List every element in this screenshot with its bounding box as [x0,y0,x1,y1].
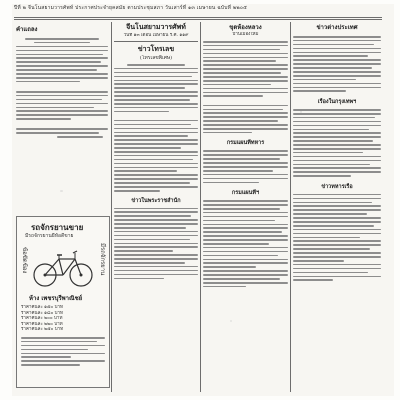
column-2-subheading: (โทรเลขพิเศษ) [139,55,173,61]
header-rule [14,19,382,20]
ad-price-line: ราคาคันละ ๑๕๐ บาท [21,305,63,310]
column-2 [114,22,198,392]
ad-price-line: ราคาคันละ ๒๕๐ บาท [21,327,64,332]
masthead-rule [114,41,198,42]
column-3 [203,22,288,392]
ad-subtitle: มีรถจักรยานยี่ห้อดีขาย [25,233,74,239]
newspaper-header-line: ปีที่ ๒ จีนโนสยามวารศัพท์ ประกาศประจำยุคสมัย ตามประชุมสภา วันเสาร์ที่ ๑๓ เมษายน ฉบับที่ ๒๒๐๕ [14,5,248,11]
column-2-heading: ข่าวโทรเลข [137,44,175,53]
ad-shop-name: ห้าง เพชรบุรีพาณิชย์ [29,295,83,302]
column-rule [200,22,201,392]
column-4-text-mid [293,109,381,177]
bicycle-advertisement [16,216,110,388]
column-rule [290,22,291,392]
ad-price-list [21,305,105,333]
column-1-heading: คำแถลง [16,26,38,33]
ad-left-side-text: ข้อขัดข้อง [21,247,28,274]
ad-fine-print [21,337,105,366]
ad-title: รถจักรยานขาย [31,222,84,232]
header-rule [14,17,382,18]
column-4-heading: ข่าวต่างประเทศ [316,24,358,31]
column-4-text [293,36,381,92]
column-3-text [203,41,288,133]
column-3-text-mid [203,150,288,183]
ad-price-line: ราคาคันละ ๒๐๐ บาท [21,316,63,321]
section-heading: กรมแผนที่ทหาร [226,140,265,147]
section-heading: กรมแผนที่ฯ [231,190,260,197]
column-4-subheading: เรื่องในกรุงเทพฯ [317,99,357,106]
column-2-text-lower [114,208,198,280]
column-1 [16,24,108,214]
masthead-title: จีนโนสยามวารศัพท์ [126,22,186,31]
column-rule [111,22,112,392]
ad-price-line: ราคาคันละ ๑๘๐ บาท [21,310,64,316]
column-3-subheading: บ้านเมืองใหม่ [232,32,259,37]
bicycle-icon [31,245,95,289]
column-4 [293,22,381,392]
column-3-text-lower [203,200,288,287]
column-2-text [114,64,198,192]
masthead-subtitle: วันที่ ๑๓ เดือน เมษายน ร.ศ. ๑๑๙ [123,33,189,38]
section-heading: ข่าวทหารเรือ [321,183,353,190]
column-3-heading: ขุดห้องหลวง [229,24,262,31]
column-4-text-lower [293,194,381,281]
column-1-text [16,38,108,138]
ad-right-side-text: มีรถจักรยาน [99,243,106,276]
ad-price-line: ราคาคันละ ๒๒๐ บาท [21,321,63,327]
section-heading: ข่าวในพระราชสำนัก [131,197,181,204]
